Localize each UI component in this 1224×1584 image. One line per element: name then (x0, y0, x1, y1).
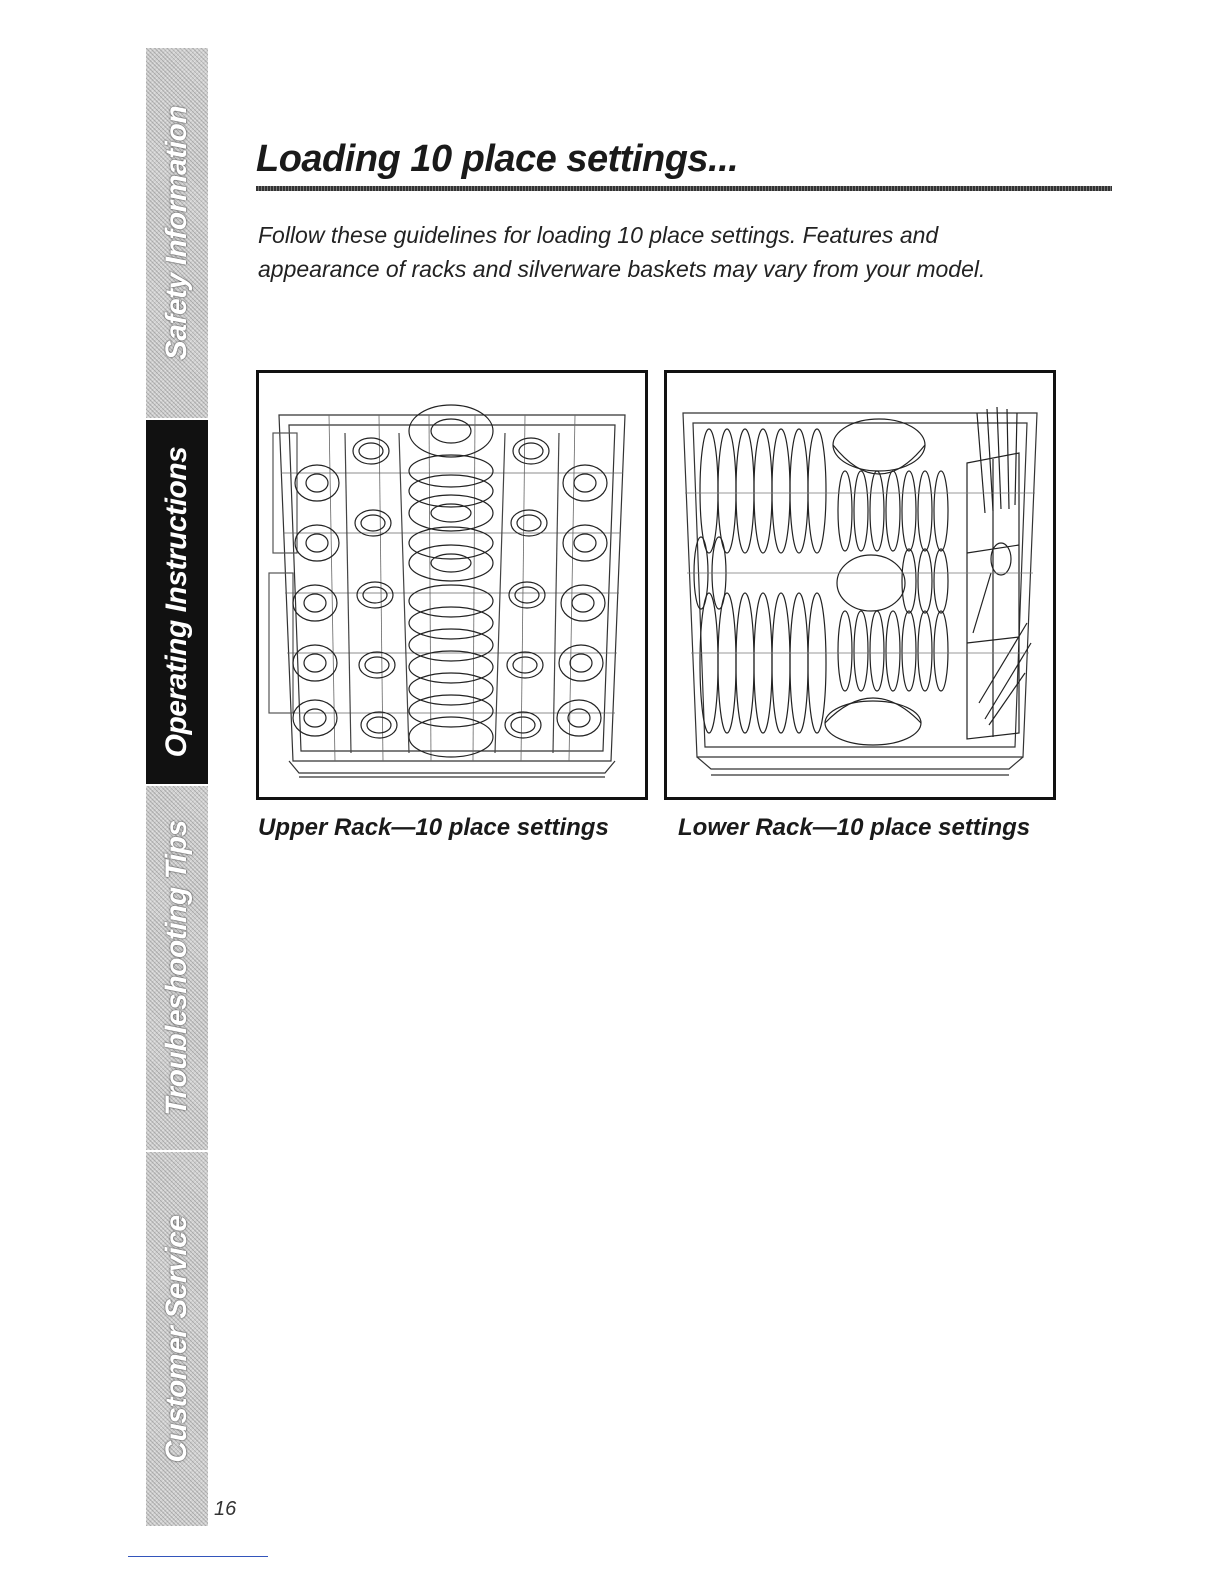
tab-safety-information[interactable] (146, 48, 208, 420)
tab-customer-service-label: Customer Service (160, 1215, 193, 1463)
lower-rack-drawing (667, 373, 1053, 797)
upper-rack-illustration (256, 370, 648, 800)
page-title: Loading 10 place settings... (256, 138, 739, 180)
lower-rack-illustration (664, 370, 1056, 800)
tab-operating-instructions-label: Operating Instructions (160, 446, 193, 758)
tab-safety-information-label: Safety Information (160, 105, 193, 361)
tab-troubleshooting-tips[interactable] (146, 786, 208, 1152)
tab-operating-instructions[interactable] (146, 420, 208, 786)
title-underline (256, 186, 1112, 191)
page-number: 16 (214, 1498, 237, 1520)
upper-rack-drawing (259, 373, 645, 797)
tab-customer-service[interactable] (146, 1152, 208, 1528)
lower-rack-caption: Lower Rack—10 place settings (678, 814, 1031, 841)
intro-line-1: Follow these guidelines for loading 10 place settings. Features and (258, 222, 939, 248)
intro-line-2: appearance of racks and silverware baskets may vary from your model. (258, 256, 986, 282)
tab-troubleshooting-tips-label: Troubleshooting Tips (160, 820, 193, 1116)
upper-rack-caption: Upper Rack—10 place settings (258, 814, 609, 841)
section-tab-strip (146, 48, 208, 1528)
bottom-divider (128, 1556, 268, 1557)
intro-paragraph (258, 218, 1018, 286)
